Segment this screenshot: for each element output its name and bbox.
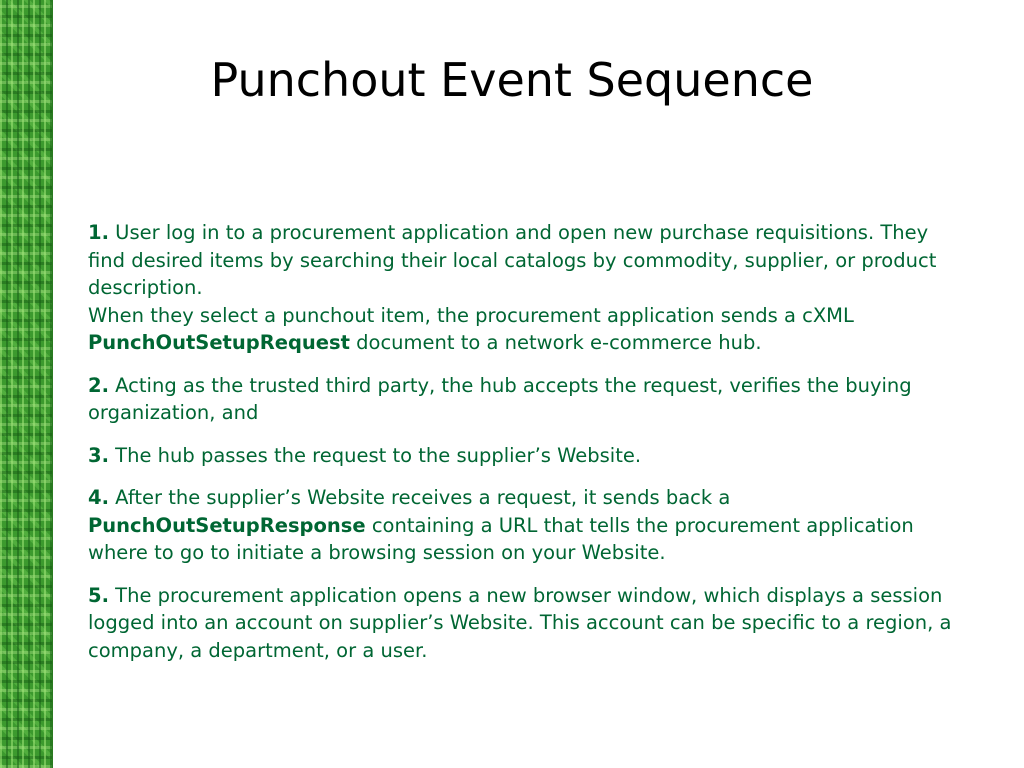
cxml-term: PunchOutSetupRequest: [88, 331, 350, 354]
step-text: When they select a punchout item, the procurement application sends a cXML: [88, 303, 854, 327]
step-number: 1.: [88, 221, 109, 244]
step-number: 2.: [88, 373, 109, 397]
step-text: After the supplier’s Website receives a request, it sends back a: [108, 486, 731, 509]
step-text: The procurement application opens a new browser window, which displays a session logged into an account on supplier’s Website. This account can be specific to a region, a company, a department, or a user.: [88, 583, 952, 662]
paragraph-step-4: [88, 484, 968, 567]
paragraph-step-5: [88, 582, 968, 665]
paragraph-step-3: [88, 442, 968, 470]
decorative-side-strip: [0, 0, 53, 768]
cxml-term: PunchOutSetupResponse: [88, 513, 366, 537]
paragraph-step-2: [88, 372, 968, 427]
slide-title: Punchout Event Sequence: [210, 53, 814, 107]
step-text: User log in to a procurement application and open new purchase requisitions. They find desired items by searching their local catalogs by commodity, supplier, or product description.: [88, 221, 937, 299]
step-text: document to a network e-commerce hub.: [349, 331, 762, 354]
step-text: The hub passes the request to the supplier’s Website.: [108, 443, 642, 467]
step-number: 5.: [88, 583, 109, 607]
step-text: Acting as the trusted third party, the hub accepts the request, verifies the buying organization, and: [88, 373, 912, 424]
step-text: containing a URL that tells the procurement application where to go to initiate a browsing session on your Website.: [88, 513, 914, 564]
slide-body: [88, 219, 968, 679]
step-number: 3.: [88, 443, 109, 467]
step-number: 4.: [88, 486, 109, 509]
paragraph-step-1: [88, 219, 968, 357]
